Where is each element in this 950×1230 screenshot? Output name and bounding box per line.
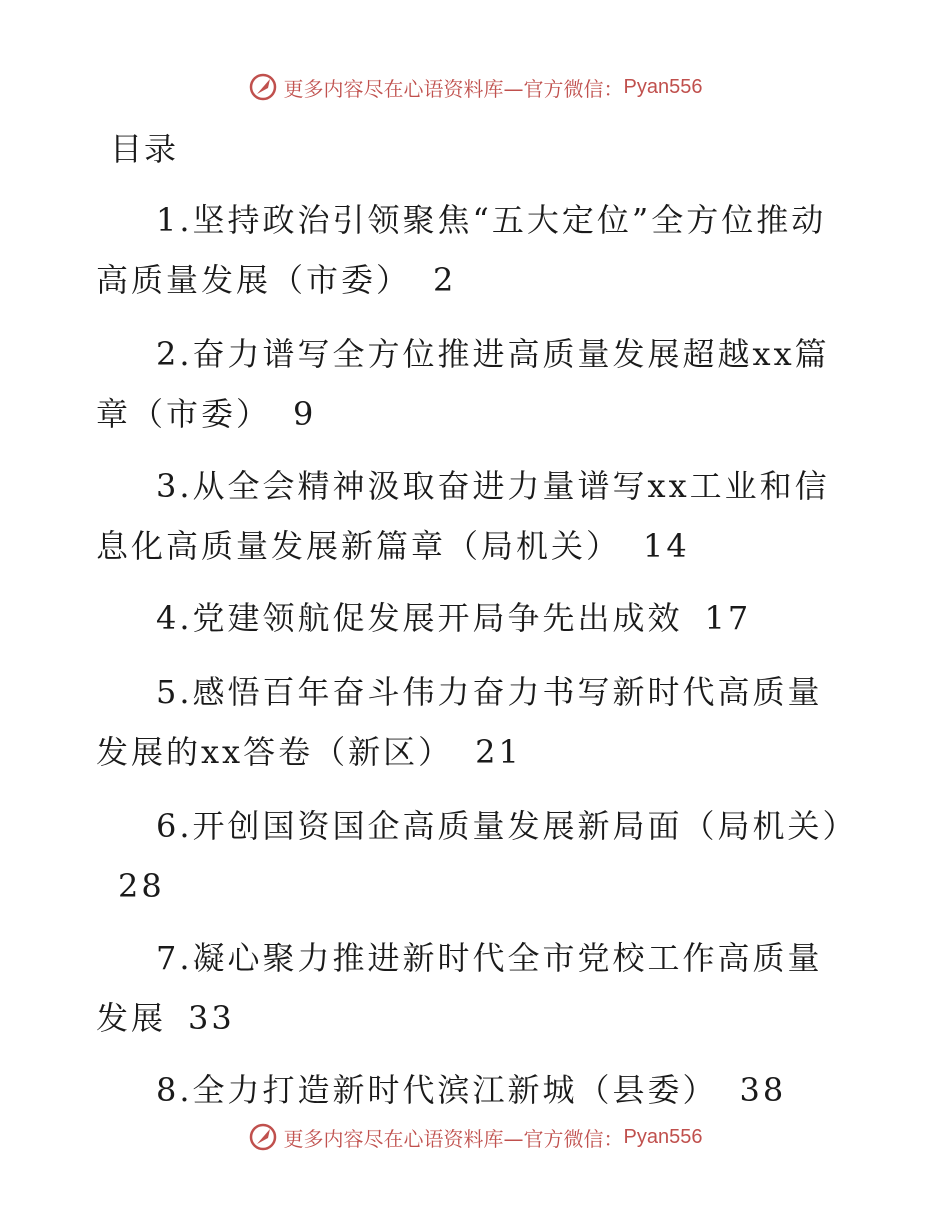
toc-item-title: 2.奋力谱写全方位推进高质量发展超越xx篇章（市委）	[96, 335, 830, 433]
toc-item[interactable]	[96, 456, 856, 576]
toc-item-page: 14	[643, 527, 690, 565]
watermark-id: Pyan556	[623, 75, 703, 98]
header-watermark	[0, 72, 950, 102]
toc-item[interactable]	[96, 796, 856, 916]
toc-item[interactable]	[96, 662, 856, 782]
footer-watermark	[0, 1122, 950, 1152]
toc-item-page: 28	[118, 867, 165, 905]
toc-item-title: 1.坚持政治引领聚焦“五大定位”全方位推动高质量发展（市委）	[96, 201, 827, 299]
watermark-text: 更多内容尽在心语资料库—官方微信：	[283, 76, 624, 101]
toc-item[interactable]	[96, 588, 856, 648]
watermark-id: Pyan556	[623, 1125, 703, 1148]
toc-item[interactable]	[96, 190, 856, 310]
toc-item-title: 6.开创国资国企高质量发展新局面（局机关）	[156, 807, 858, 845]
toc-item-page: 33	[188, 999, 235, 1037]
toc-item-title: 3.从全会精神汲取奋进力量谱写xx工业和信息化高质量发展新篇章（局机关）	[96, 467, 830, 565]
toc-title: 目录	[110, 130, 179, 168]
watermark-text: 更多内容尽在心语资料库—官方微信：	[283, 1126, 624, 1151]
toc-item-title: 7.凝心聚力推进新时代全市党校工作高质量发展	[96, 939, 823, 1037]
toc-item-page: 9	[293, 395, 317, 433]
toc-item-title: 4.党建领航促发展开局争先出成效	[156, 599, 683, 637]
toc-item-page: 38	[739, 1071, 787, 1109]
toc-item[interactable]	[96, 324, 856, 444]
toc-item-title: 5.感悟百年奋斗伟力奋力书写新时代高质量发展的xx答卷（新区）	[96, 673, 823, 771]
toc-item-page: 2	[433, 261, 457, 299]
toc-item[interactable]	[96, 928, 856, 1048]
toc-item-page: 21	[475, 733, 522, 771]
quill-logo-icon	[248, 72, 278, 102]
toc-item-title: 8.全力打造新时代滨江新城（县委）	[156, 1071, 718, 1109]
toc-item-page: 17	[704, 599, 752, 637]
toc-item[interactable]	[96, 1060, 856, 1120]
quill-logo-icon	[248, 1122, 278, 1152]
